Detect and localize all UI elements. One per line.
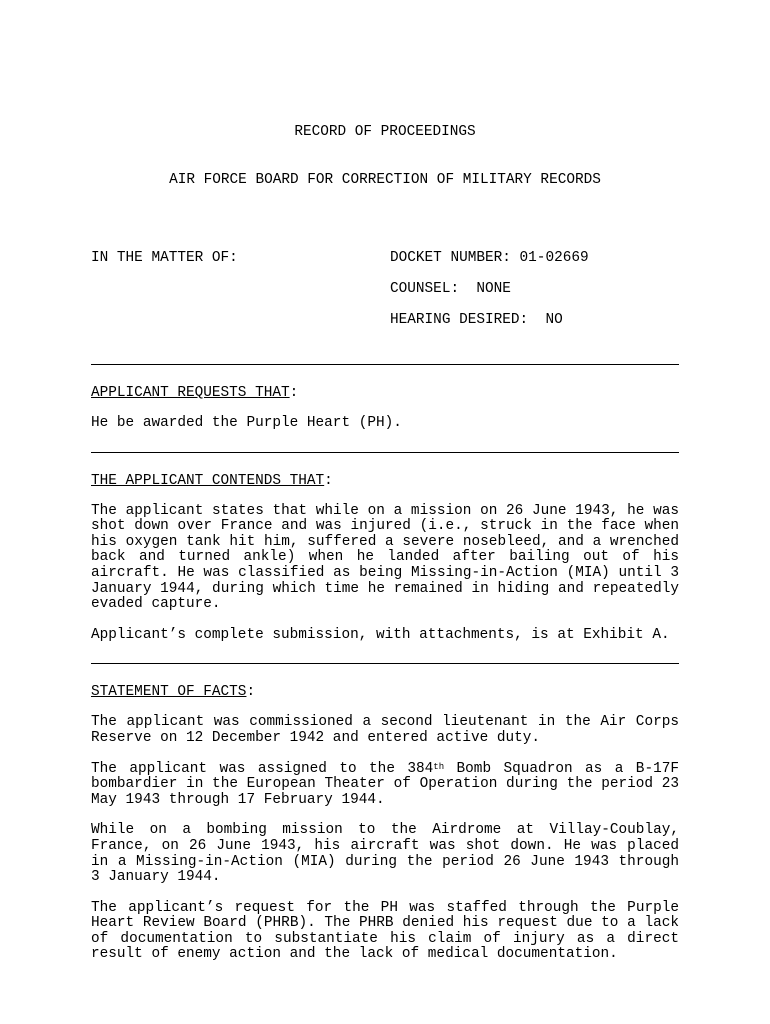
facts-paragraph-1: The applicant was commissioned a second lieutenant in the Air Corps Reserve on 12 December 1942 and entered active duty. [91,714,679,746]
facts-paragraph-4: The applicant’s request for the PH was staffed through the Purple Heart Review Board (PHRB). The PHRB denied his request due to a lack of documentation to substantiate his claim of injury as a direct result of enemy action and the lack of medical documentation. [91,899,679,963]
facts-p2-end: Bomb Squadron as a B-17F bombardier in the European Theater of Operation during the period 23 May 1943 through 17 February 1944. [91,760,679,808]
divider [91,452,679,453]
matter-label: IN THE MATTER OF: [91,250,238,266]
section-heading-facts: STATEMENT OF FACTS: [91,684,256,701]
title-line-2: AIR FORCE BOARD FOR CORRECTION OF MILITARY RECORDS [169,172,601,188]
contends-paragraph-1: The applicant states that while on a mission on 26 June 1943, he was shot down over France and was injured (i.e., struck in the face when his oxygen tank hit him, suffered a severe nosebleed, and a wrenched back and turned ankle) when he landed after bailing out of his aircraft. He was classified as being Missing-in-Action (MIA) until 3 January 1944, during which time he remained in hiding and repeatedly evaded capture. [91,502,679,613]
title-line-1: RECORD OF PROCEEDINGS [294,124,476,140]
heading-text: THE APPLICANT CONTENDS THAT [91,472,325,489]
facts-paragraph-3: While on a bombing mission to the Airdrome at Villay-Coublay, France, on 26 June 1943, his aircraft was shot down. He was placed in a Missing-in-Action (MIA) during the period 26 June 1943 through 3 January 1944. [91,822,679,886]
document-page [91,92,679,978]
contends-paragraph-2: Applicant’s complete submission, with attachments, is at Exhibit A. [91,626,670,643]
divider [91,364,679,365]
facts-p2-start: The applicant was assigned to the 384 [91,760,434,777]
case-info [91,250,679,334]
counsel: COUNSEL: NONE [390,281,511,297]
document-title [91,92,679,220]
divider [91,663,679,664]
section-heading-contends: THE APPLICANT CONTENDS THAT: [91,472,333,489]
facts-paragraph-2 [91,762,679,809]
hearing-desired: HEARING DESIRED: NO [390,312,563,328]
docket-number: DOCKET NUMBER: 01-02669 [390,250,589,266]
section-heading-requests: APPLICANT REQUESTS THAT: [91,385,299,401]
requests-text: He be awarded the Purple Heart (PH). [91,415,402,431]
case-details [390,250,589,343]
heading-text: STATEMENT OF FACTS [91,684,247,701]
heading-text: APPLICANT REQUESTS THAT [91,385,290,401]
ordinal-suffix: th [433,761,445,772]
